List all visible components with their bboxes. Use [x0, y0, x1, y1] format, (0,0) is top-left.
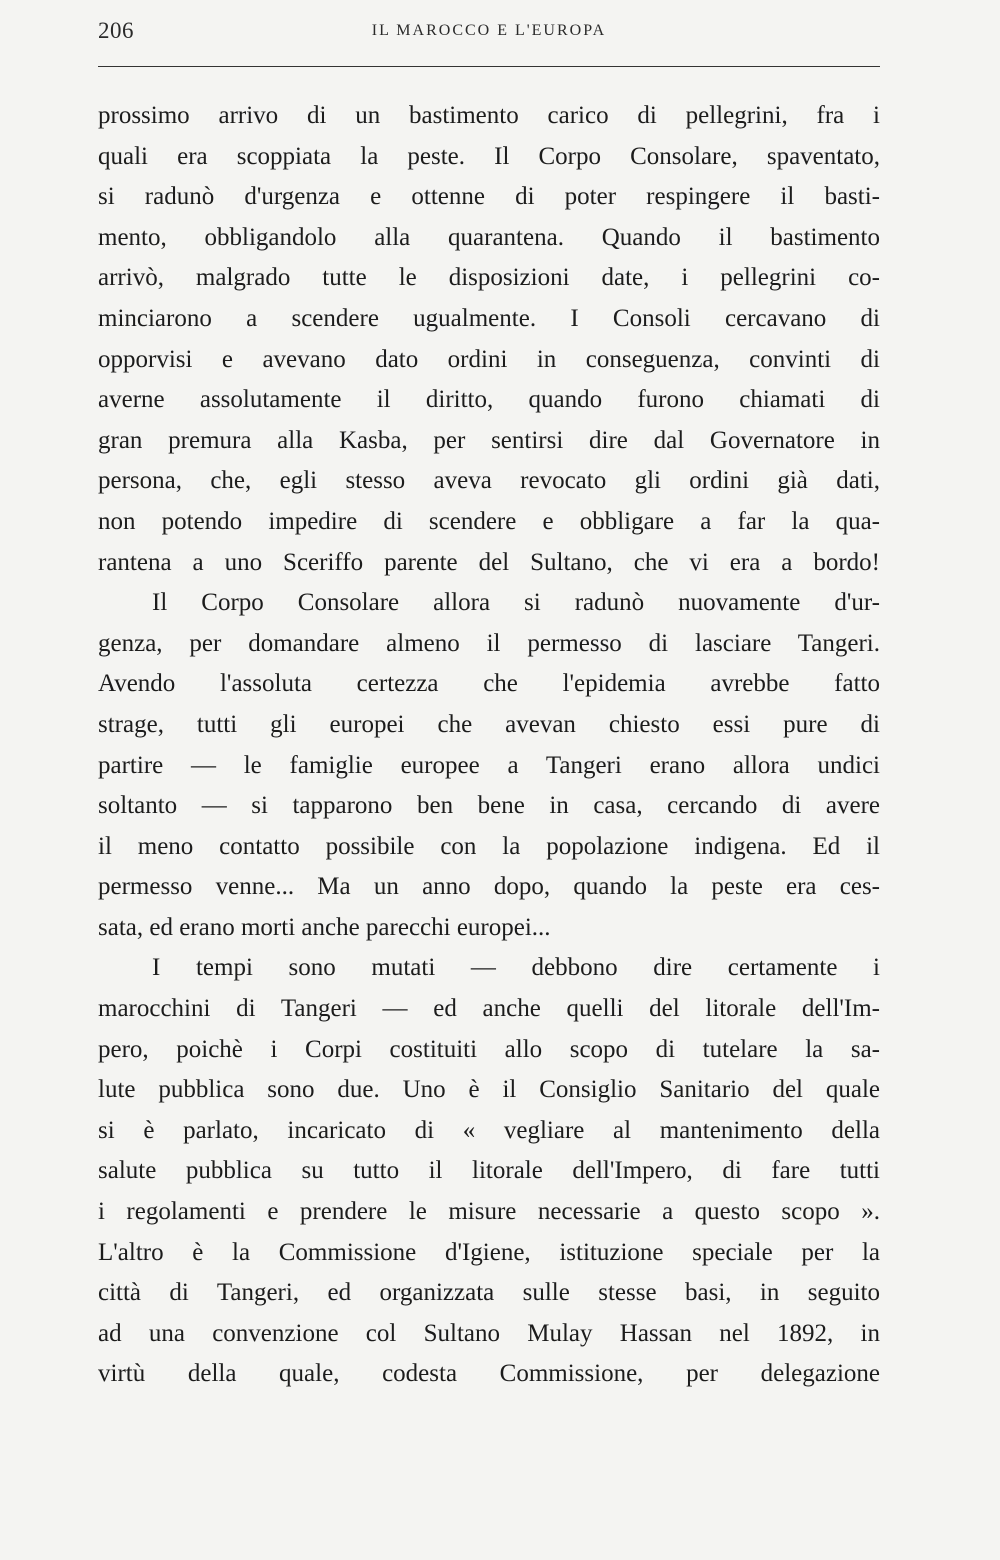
text-line: città di Tangeri, ed organizzata sulle stesse basi, in seguito — [98, 1279, 880, 1307]
text-line: gran premura alla Kasba, per sentirsi dire dal Governatore in — [98, 426, 880, 454]
running-title: IL MAROCCO E L'EUROPA — [371, 22, 607, 39]
text-line: mento, obbligandolo alla quarantena. Quando il bastimento — [98, 223, 880, 251]
text-line: quali era scoppiata la peste. Il Corpo Consolare, spaventato, — [98, 142, 880, 170]
body-text — [98, 96, 880, 1395]
header-rule — [98, 66, 880, 67]
text-line: Avendo l'assoluta certezza che l'epidemia avrebbe fatto — [98, 670, 880, 698]
text-line: prossimo arrivo di un bastimento carico di pellegrini, fra i — [98, 102, 880, 129]
text-line: lute pubblica sono due. Uno è il Consiglio Sanitario del quale — [98, 1076, 880, 1104]
text-line: salute pubblica su tutto il litorale dell'Impero, di fare tutti — [98, 1157, 880, 1185]
text-line: averne assolutamente il diritto, quando furono chiamati di — [98, 386, 880, 414]
text-line: genza, per domandare almeno il permesso di lasciare Tangeri. — [98, 629, 880, 657]
text-line: i regolamenti e prendere le misure necessarie a questo scopo ». — [98, 1198, 880, 1226]
text-line: rantena a uno Sceriffo parente del Sultano, che vi era a bordo! — [98, 548, 880, 576]
text-line: ad una convenzione col Sultano Mulay Hassan nel 1892, in — [98, 1319, 880, 1347]
text-line: il meno contatto possibile con la popolazione indigena. Ed il — [98, 832, 880, 860]
text-line: virtù della quale, codesta Commissione, per delegazione — [98, 1360, 880, 1388]
paragraph-first-line: I tempi sono mutati — debbono dire certamente i — [152, 954, 880, 982]
text-line: arrivò, malgrado tutte le disposizioni date, i pellegrini co- — [98, 264, 880, 292]
text-line: permesso venne... Ma un anno dopo, quando la peste era ces- — [98, 873, 880, 901]
text-line: minciarono a scendere ugualmente. I Consoli cercavano di — [98, 304, 880, 332]
paragraph-first-line: Il Corpo Consolare allora si radunò nuovamente d'ur- — [152, 589, 880, 617]
text-line: persona, che, egli stesso aveva revocato gli ordini già dati, — [98, 467, 880, 495]
text-line: strage, tutti gli europei che avevan chiesto essi pure di — [98, 710, 880, 738]
text-line: si è parlato, incaricato di « vegliare al mantenimento della — [98, 1116, 880, 1144]
text-line: soltanto — si tapparono ben bene in casa, cercando di avere — [98, 792, 880, 820]
text-line: si radunò d'urgenza e ottenne di poter respingere il basti- — [98, 183, 880, 211]
text-line: marocchini di Tangeri — ed anche quelli del litorale dell'Im- — [98, 995, 880, 1023]
page-header — [98, 18, 880, 54]
text-line: partire — le famiglie europee a Tangeri erano allora undici — [98, 751, 880, 779]
text-line: opporvisi e avevano dato ordini in conseguenza, convinti di — [98, 345, 880, 373]
page-number: 206 — [98, 18, 134, 43]
paragraph-last-line: sata, ed erano morti anche parecchi europei... — [98, 913, 551, 941]
text-line: non potendo impedire di scendere e obbligare a far la qua- — [98, 507, 880, 535]
text-line: pero, poichè i Corpi costituiti allo scopo di tutelare la sa- — [98, 1035, 880, 1063]
text-line: L'altro è la Commissione d'Igiene, istituzione speciale per la — [98, 1238, 880, 1266]
